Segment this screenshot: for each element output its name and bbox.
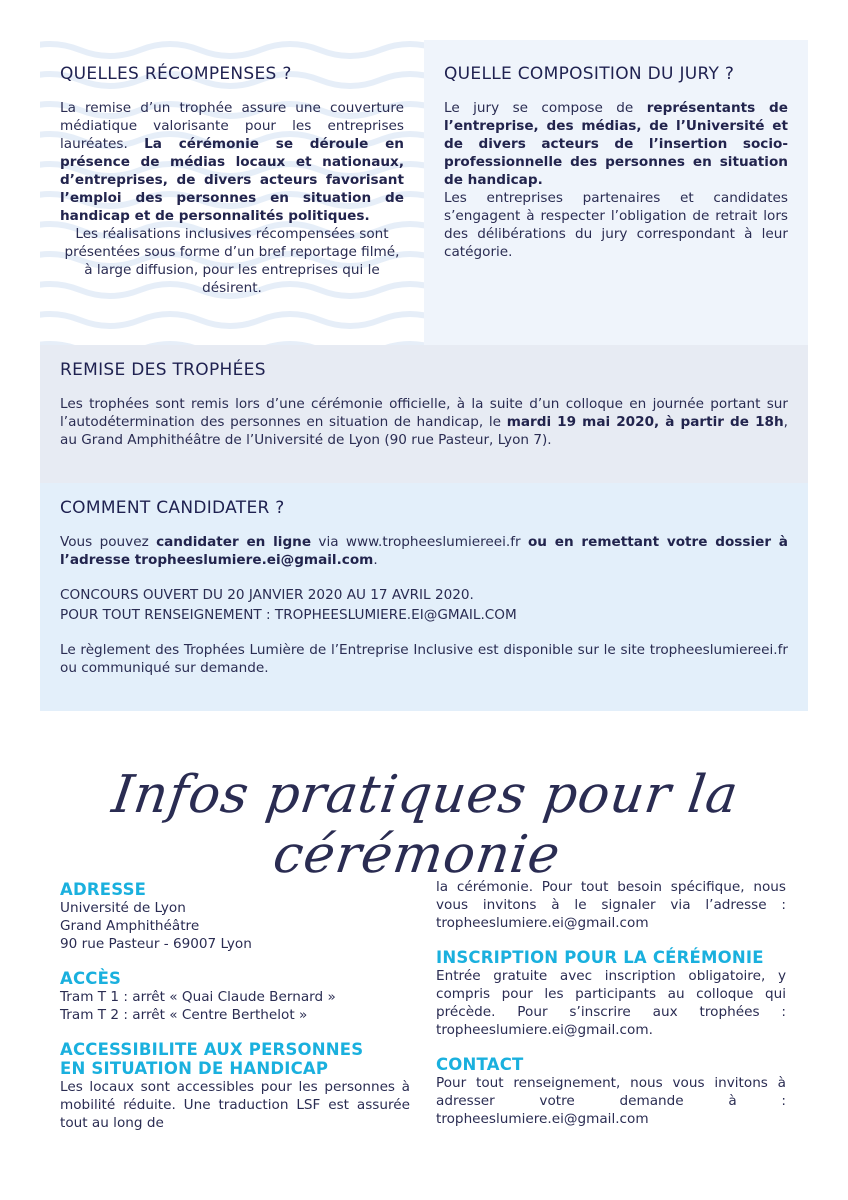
reglement-paragraph: Le règlement des Trophées Lumière de l’Entreprise Inclusive est disponible sur le site tropheeslumiereei.fr ou communiqué sur demande. bbox=[60, 642, 788, 676]
acces-title: ACCÈS bbox=[60, 969, 122, 988]
jury-paragraph-1: Le jury se compose de représentants de l’entreprise, des médias, de l’Université et de divers acteurs de l’insertion socio-professionnelle des personnes en situation de handicap. bbox=[444, 100, 788, 188]
adresse-line-1: Université de Lyon bbox=[60, 900, 186, 916]
adresse-line-2: Grand Amphithéâtre bbox=[60, 918, 200, 934]
contact-text: Pour tout renseignement, nous vous invitons à adresser votre demande à : tropheeslumiere.ei@gmail.com bbox=[436, 1075, 786, 1127]
contact-title: CONTACT bbox=[436, 1055, 524, 1074]
candidater-section bbox=[40, 483, 808, 711]
jury-section bbox=[424, 40, 808, 345]
accessibilite-text-right: la cérémonie. Pour tout besoin spécifique, nous vous invitons à le signaler via l’adresse : tropheeslumiere.ei@gmail.com bbox=[436, 879, 786, 931]
acces-line-1: Tram T 1 : arrêt « Quai Claude Bernard » bbox=[60, 989, 336, 1005]
accessibilite-title-line-1: ACCESSIBILITE AUX PERSONNES bbox=[60, 1040, 364, 1059]
accessibilite-text-left: Les locaux sont accessibles pour les personnes à mobilité réduite. Une traduction LSF est assurée tout au long de bbox=[60, 1079, 410, 1131]
infos-pratiques-title: Infos pratiques pour la cérémonie bbox=[108, 765, 743, 885]
inscription-title: INSCRIPTION POUR LA CÉRÉMONIE bbox=[436, 948, 764, 967]
inscription-text: Entrée gratuite avec inscription obligatoire, y compris pour les participants au colloque qui précède. Pour s’inscrire aux trophées : tropheeslumiere.ei@gmail.com. bbox=[436, 968, 786, 1038]
rewards-paragraph-2: Les réalisations inclusives récompensées sont présentées sous forme d’un bref reportage filmé, à large diffusion, pour les entreprises qui le désirent. bbox=[64, 226, 400, 296]
adresse-title: ADRESSE bbox=[60, 880, 147, 899]
adresse-line-3: 90 rue Pasteur - 69007 Lyon bbox=[60, 936, 252, 952]
remise-title: REMISE DES TROPHÉES bbox=[60, 360, 266, 380]
rewards-section bbox=[40, 40, 424, 345]
accessibilite-title-line-2: EN SITUATION DE HANDICAP bbox=[60, 1059, 329, 1078]
infos-right-column bbox=[436, 878, 786, 1128]
rewards-paragraph-1: La remise d’un trophée assure une couverture médiatique valorisante pour les entreprises lauréates. La cérémonie se déroule en présence de médias locaux et nationaux, d’entreprises, de divers acteurs favorisant l’emploi des personnes en situation de handicap et de personnalités politiques. bbox=[60, 100, 404, 224]
infos-left-column bbox=[60, 880, 410, 1132]
acces-line-2: Tram T 2 : arrêt « Centre Berthelot » bbox=[60, 1007, 308, 1023]
renseignement-line: POUR TOUT RENSEIGNEMENT : TROPHEESLUMIERE.EI@GMAIL.COM bbox=[60, 607, 517, 623]
remise-section bbox=[40, 345, 808, 483]
concours-dates: CONCOURS OUVERT DU 20 JANVIER 2020 AU 17 AVRIL 2020. bbox=[60, 587, 474, 603]
jury-paragraph-2: Les entreprises partenaires et candidates s’engagent à respecter l’obligation de retrait lors des délibérations du jury correspondant à leur catégorie. bbox=[444, 190, 788, 260]
candidater-paragraph: Vous pouvez candidater en ligne via www.tropheeslumiereei.fr ou en remettant votre dossier à l’adresse tropheeslumiere.ei@gmail.com. bbox=[60, 534, 788, 568]
rewards-title: QUELLES RÉCOMPENSES ? bbox=[60, 64, 292, 84]
candidater-title: COMMENT CANDIDATER ? bbox=[60, 498, 285, 518]
remise-paragraph: Les trophées sont remis lors d’une cérémonie officielle, à la suite d’un colloque en journée portant sur l’autodétermination des personnes en situation de handicap, le mardi 19 mai 2020, à partir de 18h, au Grand Amphithéâtre de l’Université de Lyon (90 rue Pasteur, Lyon 7). bbox=[60, 396, 788, 448]
jury-title: QUELLE COMPOSITION DU JURY ? bbox=[444, 64, 735, 84]
